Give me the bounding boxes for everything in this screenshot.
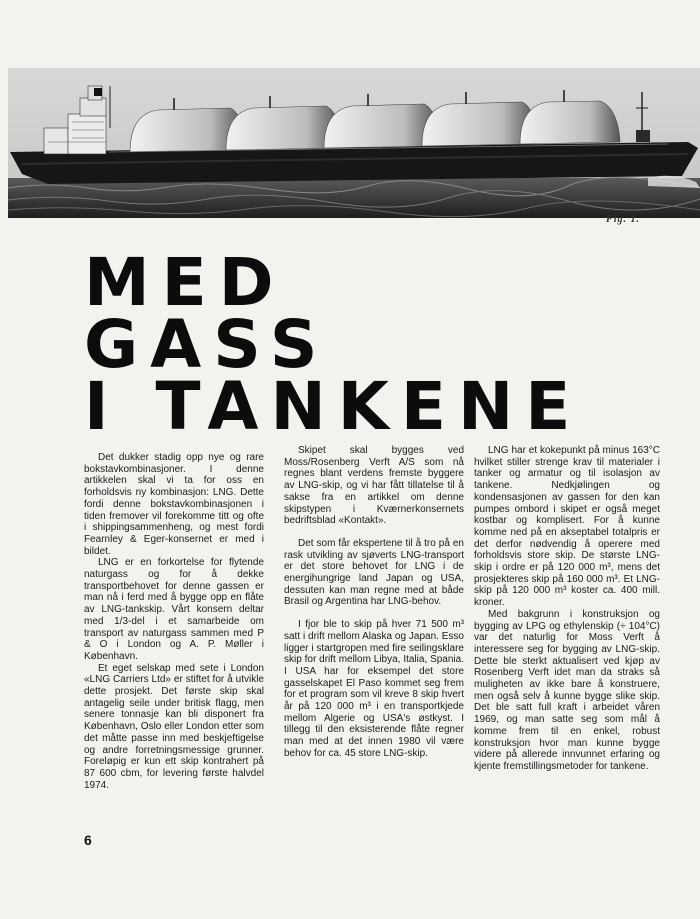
headline-line-2: GASS [84,306,330,383]
text-column-3 [474,445,660,773]
lng-tanker-photo [8,68,700,218]
paragraph: Et eget selskap med sete i London «LNG Carriers Ltd» er stiftet for å utvikle dette prosjekt. Det første skip skal antagelig seile under britisk flagg, men senere tonnasje kan bli disponert fra København, Oslo eller London etter som det måtte passe inn med beskjeftigelse og andre forretningsmessige grunner. Foreløpig er kun ett skip kontrahert på 87 600 cbm, for levering første halvdel 1974. [84,662,264,791]
headline-line-3: I TANKENE [84,368,583,445]
figure-caption: Fig. 1. [606,214,640,225]
paragraph: LNG har et kokepunkt på minus 163°C hvilket stiller strenge krav til materialer i tanker og armatur og til isolasjon av tankene. Nedkjølingen og kondensasjonen av gassen for den kan pumpes ombord i skipet er også meget kostbar og komplisert. For å kunne komme ned på en akseptabel totalpris er det derfor nødvendig å operere med forholdsvis store skip. De største LNG-skip i ordre er på 120 000 m³, mens det prosjekteres skip på 160 000 m³. Et LNG-skip på 120 000 m³ koster ca. 400 mill. kroner. [474,445,660,609]
paragraph: Skipet skal bygges ved Moss/Rosenberg Verft A/S som nå regnes blant verdens fremste byggere av LNG-skip, og vi har fått tillatelse til å sakse fra en artikkel om denne skipstypen i Kværnerkonsernets bedriftsblad «Kontakt». [284,445,464,527]
text-column-2 [284,445,464,760]
headline-line-1: MED [84,244,286,321]
text-column-1 [84,452,264,791]
paragraph: Det dukker stadig opp nye og rare bokstavkombinasjoner. I denne artikkelen skal vi ta for oss en forholdsvis ny kombinasjon: LNG. Dette fordi denne bokstavkombinasjonen i tiden fremover vil forekomme titt og ofte i shippingsammenheng, og mest fordi Fearnley & Eger-konsernet er med i bildet. [84,452,264,557]
paragraph: Det som får ekspertene til å tro på en rask utvikling av sjøverts LNG-transport er det store behovet for LNG i de energihungrige land Japan og USA, dessuten kan man regne med at både Brasil og Argentina har LNG-behov. [284,537,464,608]
page-number: 6 [84,832,92,848]
paragraph: LNG er en forkortelse for flytende naturgass og for å dekke transportbehovet for denne gassen er man nå i ferd med å bygge opp en flåte av LNG-tankskip. Vårt konsern deltar med 1/3-del i et samarbeide om transport av naturgass sammen med P & O i London og A. P. Møller i København. [84,557,264,662]
article-headline [84,244,583,445]
paragraph: Med bakgrunn i konstruksjon og bygging av LPG og ethylenskip (÷ 104°C) var det naturlig for Moss Verft å interessere seg for bygging av LNG-skip. Dette ble sterkt aktualisert ved kjøp av Rosenberg Verft idet man da straks så muligheten av ikke bare å konstruere, men også selv å kunne bygge slike skip. Det ble satt full kraft i arbeidet våren 1969, og man satte seg som mål å komme frem til en enkel, robust konstruksjon hvor man kunne bygge videre på allerede innvunnet erfaring og kjente fremstillingsmetoder for tankene. [474,608,660,772]
paragraph: I fjor ble to skip på hver 71 500 m³ satt i drift mellom Alaska og Japan. Esso ligger i startgropen med fire seilingsklare skip for drift mellom Libya, Italia, Spania. I USA har for eksempel det store gasselskapet El Paso kommet seg frem for et program som vil kreve 8 skip hvert år på 120 000 m³ i en transportkjede mellom Algerie og USA's østkyst. I tillegg til den eksisterende flåte regner man med at det innen 1980 vil være behov for ca. 45 store LNG-skip. [284,619,464,759]
